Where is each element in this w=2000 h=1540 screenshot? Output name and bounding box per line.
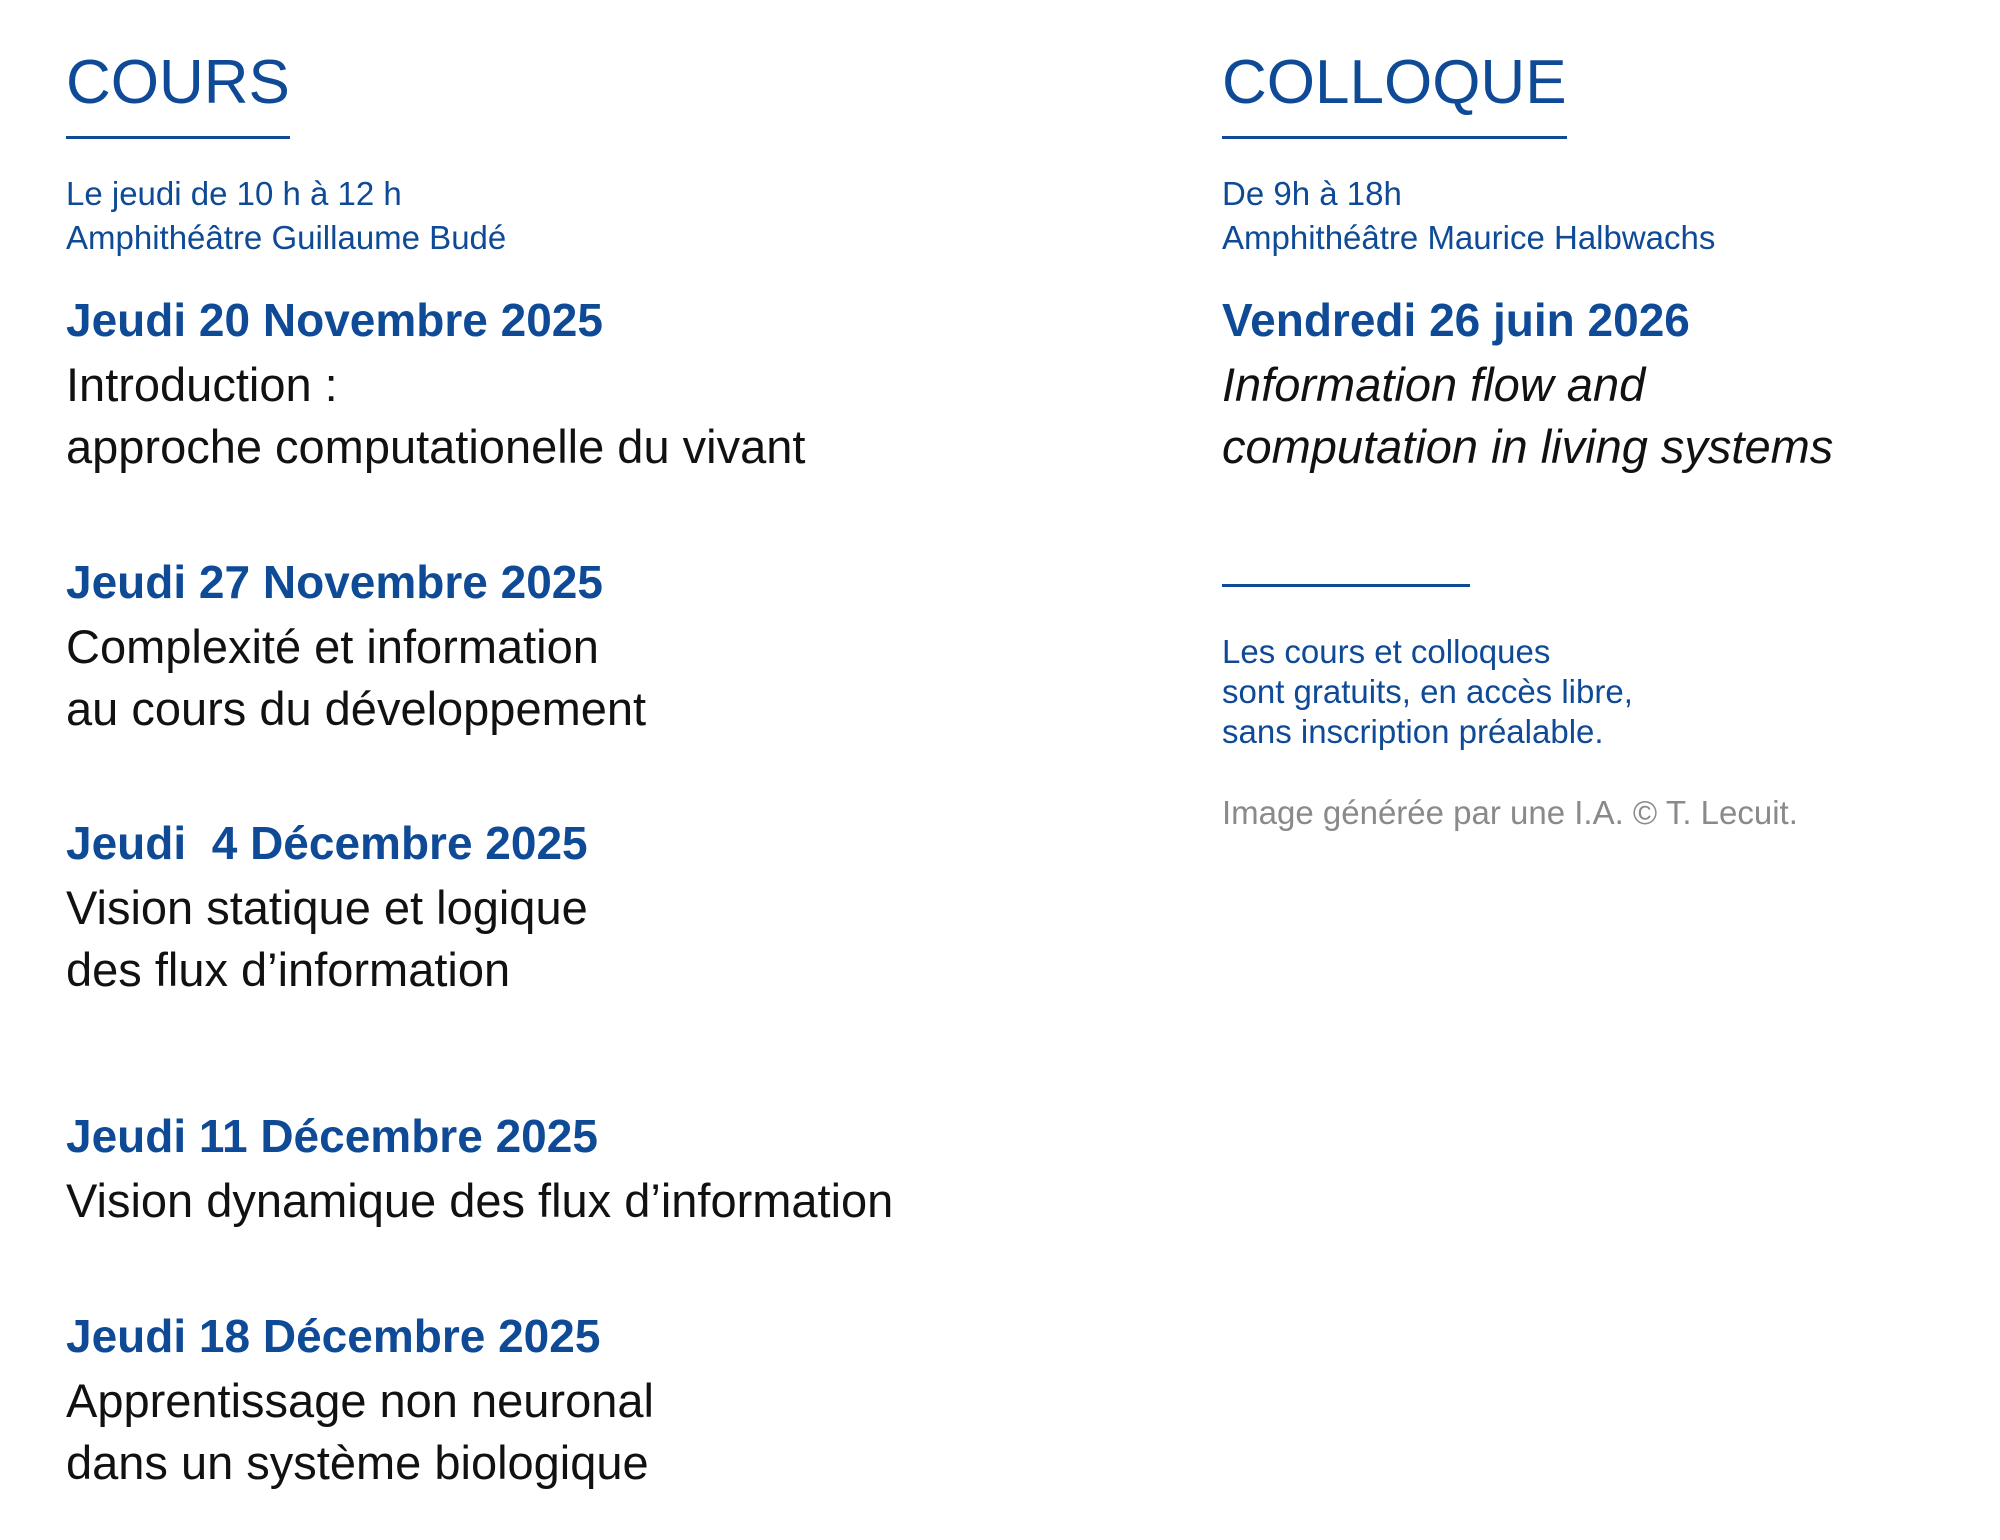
image-credit: Image générée par une I.A. © T. Lecuit. [1222, 794, 1798, 831]
cours-meta [66, 172, 506, 260]
session-date: Jeudi 20 Novembre 2025 [66, 294, 603, 346]
cours-session-4 [66, 1108, 893, 1232]
colloque-heading: COLLOQUE [1222, 52, 1567, 139]
cours-venue: Amphithéâtre Guillaume Budé [66, 219, 507, 256]
session-title-line: au cours du développement [66, 682, 647, 735]
colloque-date: Vendredi 26 juin 2026 [1222, 294, 1690, 346]
divider-line [1222, 584, 1470, 587]
session-title [66, 354, 805, 478]
session-date: Jeudi 27 Novembre 2025 [66, 556, 603, 608]
colloque-title-line: Information flow and [1222, 358, 1646, 411]
access-note-line: sont gratuits, en accès libre, [1222, 673, 1633, 710]
access-note-line: Les cours et colloques [1222, 633, 1551, 670]
session-title [66, 616, 646, 740]
cours-heading: COURS [66, 52, 290, 139]
colloque-venue: Amphithéâtre Maurice Halbwachs [1222, 219, 1716, 256]
cours-session-2 [66, 554, 646, 740]
session-date: Jeudi 11 Décembre 2025 [66, 1110, 598, 1162]
cours-schedule: Le jeudi de 10 h à 12 h [66, 175, 402, 212]
session-date: Jeudi 4 Décembre 2025 [66, 817, 588, 869]
session-title-line: approche computationelle du vivant [66, 420, 806, 473]
colloque-schedule: De 9h à 18h [1222, 175, 1402, 212]
session-title-line: Vision dynamique des flux d’information [66, 1174, 894, 1227]
session-title-line: Introduction : [66, 358, 338, 411]
session-title [66, 1170, 893, 1232]
access-note-line: sans inscription préalable. [1222, 713, 1604, 750]
colloque-title-line: computation in living systems [1222, 420, 1834, 473]
session-title-line: des flux d’information [66, 943, 511, 996]
session-title [66, 877, 588, 1001]
colloque-title [1222, 354, 1833, 478]
session-title-line: Apprentissage non neuronal [66, 1374, 654, 1427]
session-title-line: Complexité et information [66, 620, 599, 673]
colloque-meta [1222, 172, 1715, 260]
session-title-line: dans un système biologique [66, 1436, 649, 1489]
cours-session-1 [66, 292, 805, 478]
colloque-event [1222, 292, 1833, 478]
session-date: Jeudi 18 Décembre 2025 [66, 1310, 601, 1362]
session-title [66, 1370, 654, 1494]
cours-session-5 [66, 1308, 654, 1494]
access-note [1222, 632, 1633, 752]
session-title-line: Vision statique et logique [66, 881, 588, 934]
cours-session-3 [66, 815, 588, 1001]
